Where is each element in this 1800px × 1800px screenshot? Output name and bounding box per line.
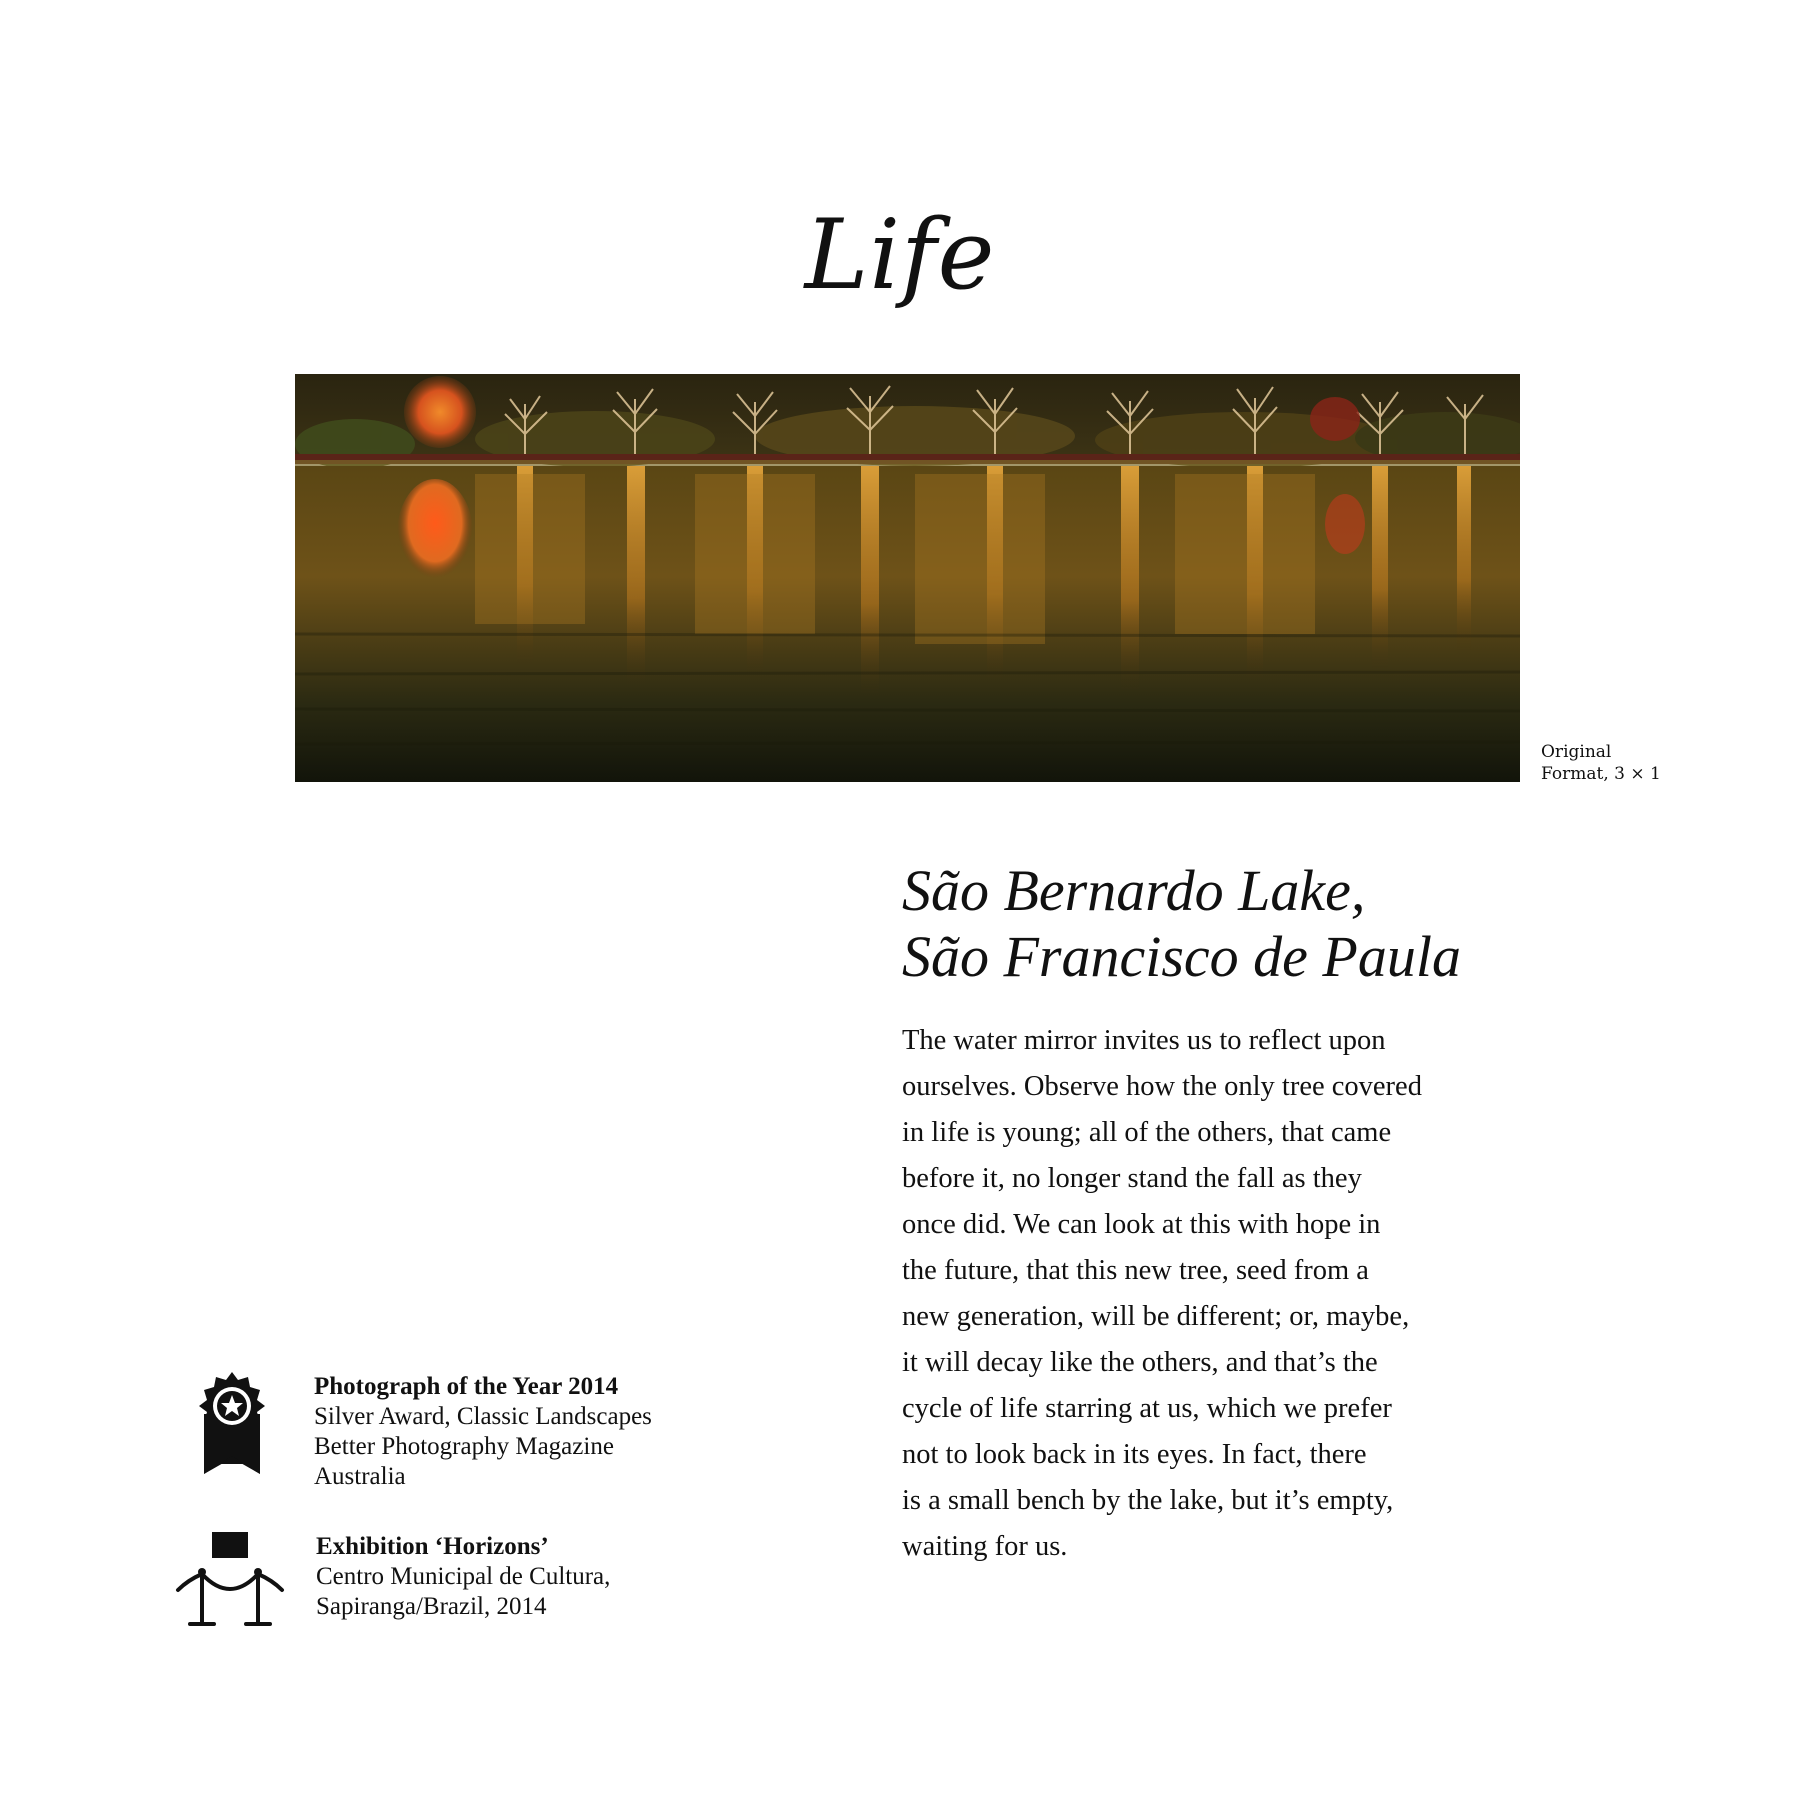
page-title: Life xyxy=(804,199,996,311)
award-ribbon-icon xyxy=(196,1370,268,1478)
exhibition-gallery-icon xyxy=(174,1532,286,1632)
body-line: is a small bench by the lake, but it’s empty, xyxy=(902,1485,1394,1516)
body-line: not to look back in its eyes. In fact, there xyxy=(902,1439,1367,1470)
body-line: new generation, will be different; or, maybe, xyxy=(902,1301,1410,1332)
format-note xyxy=(1541,741,1701,785)
format-note-line-2: Format, 3 × 1 xyxy=(1541,764,1661,784)
lake-photo xyxy=(295,374,1520,782)
award-heading: Photograph of the Year 2014 xyxy=(314,1373,619,1400)
body-line: The water mirror invites us to reflect upon xyxy=(902,1025,1386,1056)
award-line: Better Photography Magazine xyxy=(314,1433,614,1460)
body-line: in life is young; all of the others, that came xyxy=(902,1117,1392,1148)
body-line: it will decay like the others, and that’s the xyxy=(902,1347,1378,1378)
exhibition-text xyxy=(316,1532,610,1622)
award-line: Australia xyxy=(314,1463,406,1490)
exhibition-heading: Exhibition ‘Horizons’ xyxy=(316,1533,549,1560)
exhibition-line: Sapiranga/Brazil, 2014 xyxy=(316,1593,547,1620)
subtitle-line-2: São Francisco de Paula xyxy=(902,924,1461,989)
award-line: Silver Award, Classic Landscapes xyxy=(314,1403,652,1430)
body-line: waiting for us. xyxy=(902,1531,1068,1562)
description-text xyxy=(902,1018,1522,1570)
subtitle-line-1: São Bernardo Lake, xyxy=(902,858,1366,923)
body-line: the future, that this new tree, seed from a xyxy=(902,1255,1369,1286)
body-line: cycle of life starring at us, which we prefer xyxy=(902,1393,1392,1424)
award-text xyxy=(314,1372,652,1492)
format-note-line-1: Original xyxy=(1541,742,1612,762)
body-line: before it, no longer stand the fall as they xyxy=(902,1163,1362,1194)
exhibition-line: Centro Municipal de Cultura, xyxy=(316,1563,611,1590)
body-line: once did. We can look at this with hope in xyxy=(902,1209,1381,1240)
location-subtitle xyxy=(902,858,1702,990)
body-line: ourselves. Observe how the only tree covered xyxy=(902,1071,1422,1102)
